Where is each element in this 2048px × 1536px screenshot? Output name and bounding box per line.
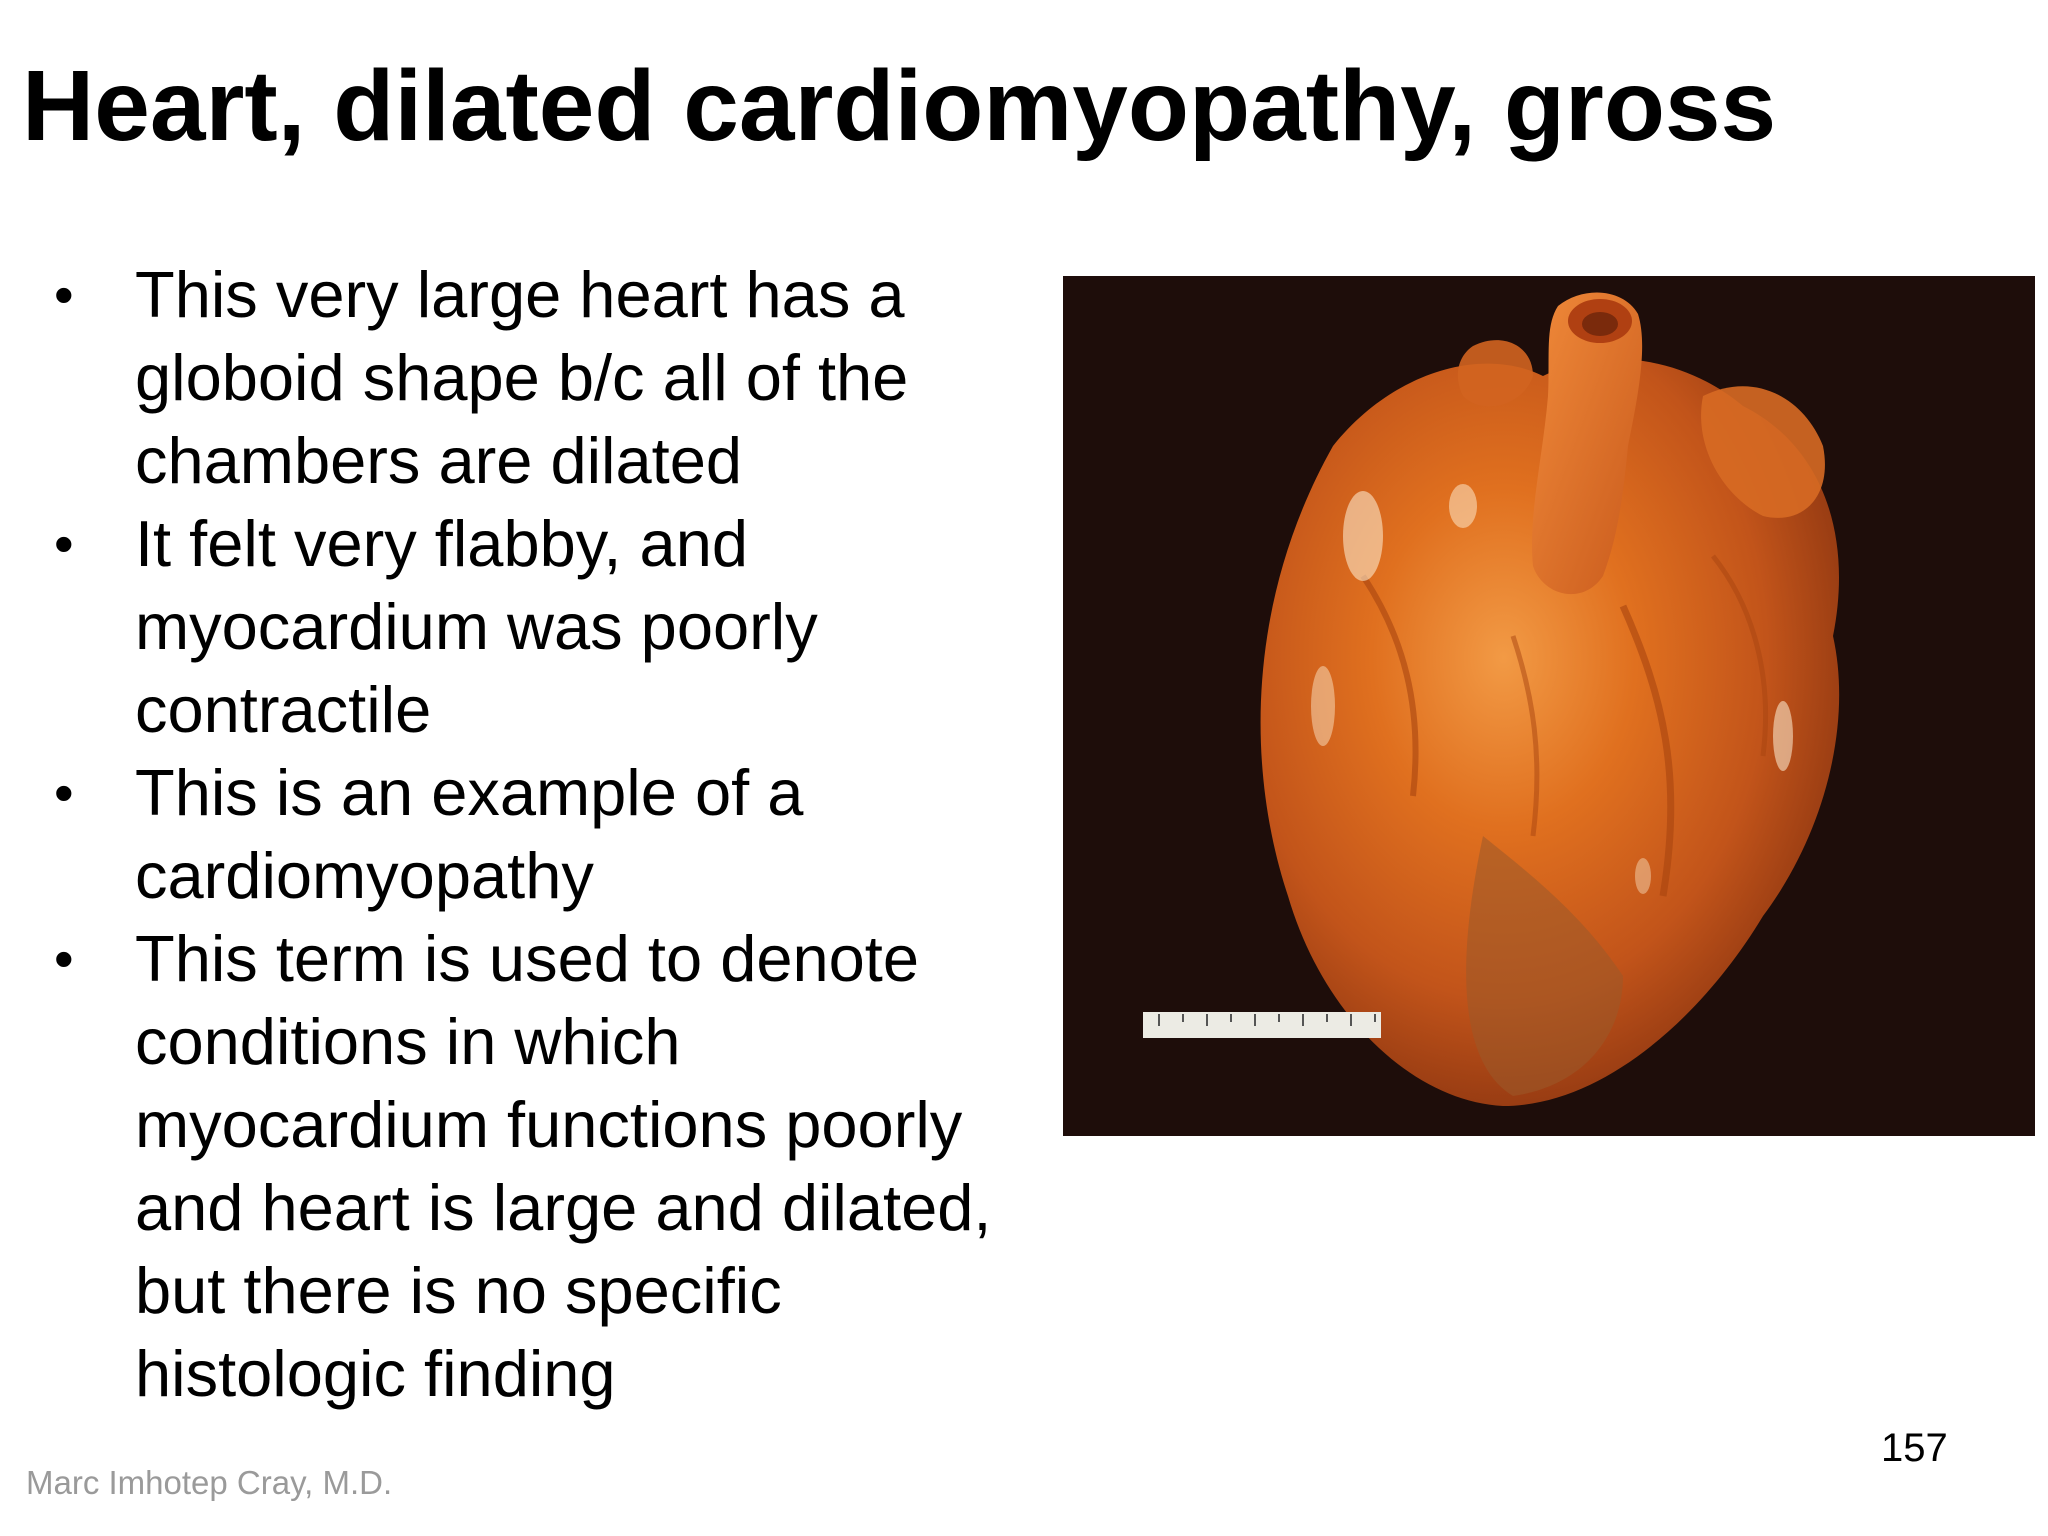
bullet-line: It felt very flabby, and <box>135 507 748 580</box>
bullet-line: and heart is large and dilated, <box>135 1171 992 1244</box>
bullet-line: cardiomyopathy <box>135 839 594 912</box>
bullet-line: but there is no specific <box>135 1254 782 1327</box>
bullet-line: contractile <box>135 673 432 746</box>
scale-ruler <box>1143 1012 1381 1038</box>
footer-author: Marc Imhotep Cray, M.D. <box>26 1464 393 1501</box>
bullet-line: globoid shape b/c all of the <box>135 341 909 414</box>
bullet-dot: • <box>54 761 74 824</box>
bullet-dot: • <box>54 263 74 326</box>
bullet-dot: • <box>54 512 74 575</box>
bullet-line: myocardium was poorly <box>135 590 818 663</box>
bullet-list <box>50 253 1050 1415</box>
bullet-item-1 <box>50 253 1050 502</box>
bullet-item-2 <box>50 502 1050 751</box>
heart-specimen-photo <box>1063 276 2035 1136</box>
bullet-line: This term is used to denote <box>135 922 919 995</box>
bullet-item-3 <box>50 751 1050 917</box>
bullet-line: This very large heart has a <box>135 258 905 331</box>
bullet-line: chambers are dilated <box>135 424 742 497</box>
bullet-line: conditions in which <box>135 1005 681 1078</box>
bullet-dot: • <box>54 927 74 990</box>
bullet-line: myocardium functions poorly <box>135 1088 963 1161</box>
heart-specimen-illustration <box>1063 276 2035 1136</box>
bullet-item-4 <box>50 917 1050 1415</box>
bullet-line: histologic finding <box>135 1337 616 1410</box>
bullet-line: This is an example of a <box>135 756 804 829</box>
slide-title: Heart, dilated cardiomyopathy, gross <box>22 50 1777 162</box>
page-number: 157 <box>1881 1426 1948 1470</box>
